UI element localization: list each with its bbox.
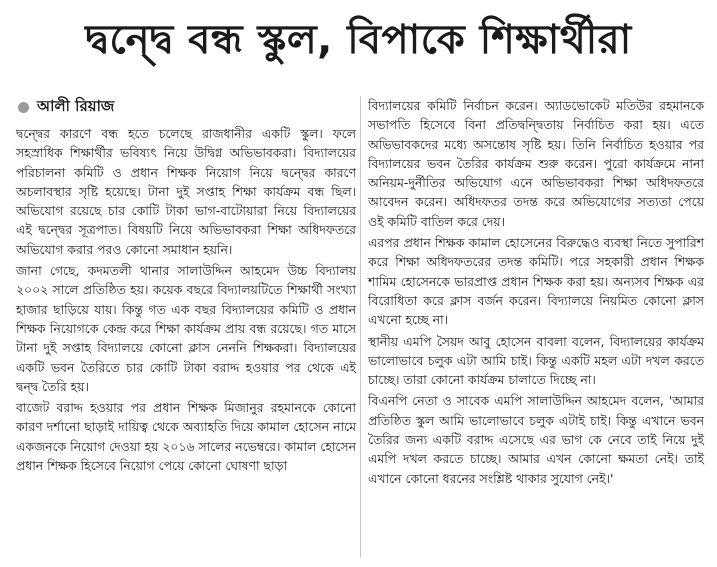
paragraph: বিদ্যালয়ের কমিটি নির্বাচন করেন। অ্যাডভোকেট মতিউর রহমানকে সভাপতি হিসেবে বিনা প্রতিদ্বন্দ্বিতায় নির্বাচিত করা হয়। এতে অভিভাবকদের মধ্যে অসন্তোষ সৃষ্টি হয়। তিনি নির্বাচিত হওয়ার পর বিদ্যালয়ের ভবন তৈরির কার্যক্রম শুরু করেন। পুরো কার্যক্রমে নানা অনিয়ম-দুর্নীতির অভিযোগ এনে অভিভাবকরা শিক্ষা অধিদফতরে আবেদন করেন। অধিদফতর তদন্ত করে অভিযোগের সত্যতা পেয়ে ওই কমিটি বাতিল করে দেয়। bbox=[368, 98, 704, 229]
author-name: আলী রিয়াজ bbox=[37, 96, 115, 115]
paragraph: জানা গেছে, কদমতলী থানার সালাউদ্দিন আহমেদ উচ্চ বিদ্যালয় ২০০২ সালে প্রতিষ্ঠিত হয়। কয়েক বছরে বিদ্যালয়টিতে শিক্ষার্থী সংখ্যা হাজার ছাড়িয়ে যায়। কিন্তু গত এক বছর বিদ্যালয়ের কমিটি ও প্রধান শিক্ষক নিয়োগকে কেন্দ্র করে শিক্ষা কার্যক্রম প্রায় বন্ধ রয়েছে। গত মাসে টানা দুই সপ্তাহ বিদ্যালয়ে কোনো ক্লাস নেননি শিক্ষকরা। বিদ্যালয়ের একটি ভবন তৈরিতে চার কোটি টাকা বরাদ্দ হওয়ার পর থেকে এই দ্বন্দ্ব তৈরি হয়। bbox=[16, 263, 356, 394]
paragraph: স্থানীয় এমপি সৈয়দ আবু হোসেন বাবলা বলেন, বিদ্যালয়ের কার্যক্রম ভালোভাবে চলুক এটা আমি চাই। কিন্তু একটি মহল এটা দখল করতে চাচ্ছে। তারা কোনো কার্যক্রম চালাতে দিচ্ছে না। bbox=[368, 333, 704, 388]
headline: দ্বন্দ্বে বন্ধ স্কুল, বিপাকে শিক্ষার্থীরা bbox=[85, 17, 632, 63]
paragraph: দ্বন্দ্বের কারণে বন্ধ হতে চলেছে রাজধানীর একটি স্কুল। ফলে সহস্রাধিক শিক্ষার্থীর ভবিষ্যৎ নিয়ে উদ্বিগ্ন অভিভাবকরা। বিদ্যালয়ের পরিচালনা কমিটি ও প্রধান শিক্ষক নিয়োগ নিয়ে দ্বন্দ্বের কারণে অচলাবস্থার সৃষ্টি হয়েছে। টানা দুই সপ্তাহ শিক্ষা কার্যক্রম বন্ধ ছিল। অভিযোগ রয়েছে চার কোটি টাকা ভাগ-বাটোয়ারা নিয়ে বিদ্যালয়ের এই দ্বন্দ্বের সূত্রপাত। বিষয়টি নিয়ে অভিভাবকরা শিক্ষা অধিদফতরে অভিযোগ করার পরও কোনো সমাধান হয়নি। bbox=[16, 126, 356, 257]
article-column-left bbox=[16, 124, 356, 475]
byline bbox=[18, 96, 114, 118]
article-column-right bbox=[368, 96, 704, 488]
paragraph: এরপর প্রধান শিক্ষক কামাল হোসেনের বিরুদ্ধেও ব্যবস্থা নিতে সুপারিশ করে শিক্ষা অধিদফতরের তদন্ত কমিটি। পরে সহকারী প্রধান শিক্ষক শামিম হোসেনকে ভারপ্রাপ্ত প্রধান শিক্ষক করা হয়। অন্যসব শিক্ষক এর বিরোধিতা করে ক্লাস বর্জন করেন। বিদ্যালয়ে নিয়মিত কোনো ক্লাস এখনো হচ্ছে না। bbox=[368, 235, 704, 328]
column-divider bbox=[360, 96, 361, 558]
bullet-icon bbox=[18, 102, 29, 113]
paragraph: বিএনপি নেতা ও সাবেক এমপি সালাউদ্দিন আহমেদ বলেন, 'আমার প্রতিষ্ঠিত স্কুল আমি ভালোভাবে চলুক এটাই চাই। কিন্তু এখানে ভবন তৈরির জন্য একটি বরাদ্দ এসেছে এর ভাগ কে নেবে তাই নিয়ে দুই এমপি দখল করতে চাচ্ছে। আমার এখন কোনো ক্ষমতা নেই। তাই এখানে কোনো ধরনের সংশ্লিষ্ট থাকার সুযোগ নেই।' bbox=[368, 393, 704, 486]
paragraph: বাজেট বরাদ্দ হওয়ার পর প্রধান শিক্ষক মিজানুর রহমানকে কোনো কারণ দর্শানো ছাড়াই দায়িত্ব থেকে অব্যাহতি দিয়ে কামাল হোসেন নামে একজনকে নিয়োগ দেওয়া হয় ২০১৬ সালের নভেম্বরে। কামাল হোসেন প্রধান শিক্ষক হিসেবে নিয়োগ পেয়ে কোনো ঘোষণা ছাড়া bbox=[16, 400, 356, 474]
